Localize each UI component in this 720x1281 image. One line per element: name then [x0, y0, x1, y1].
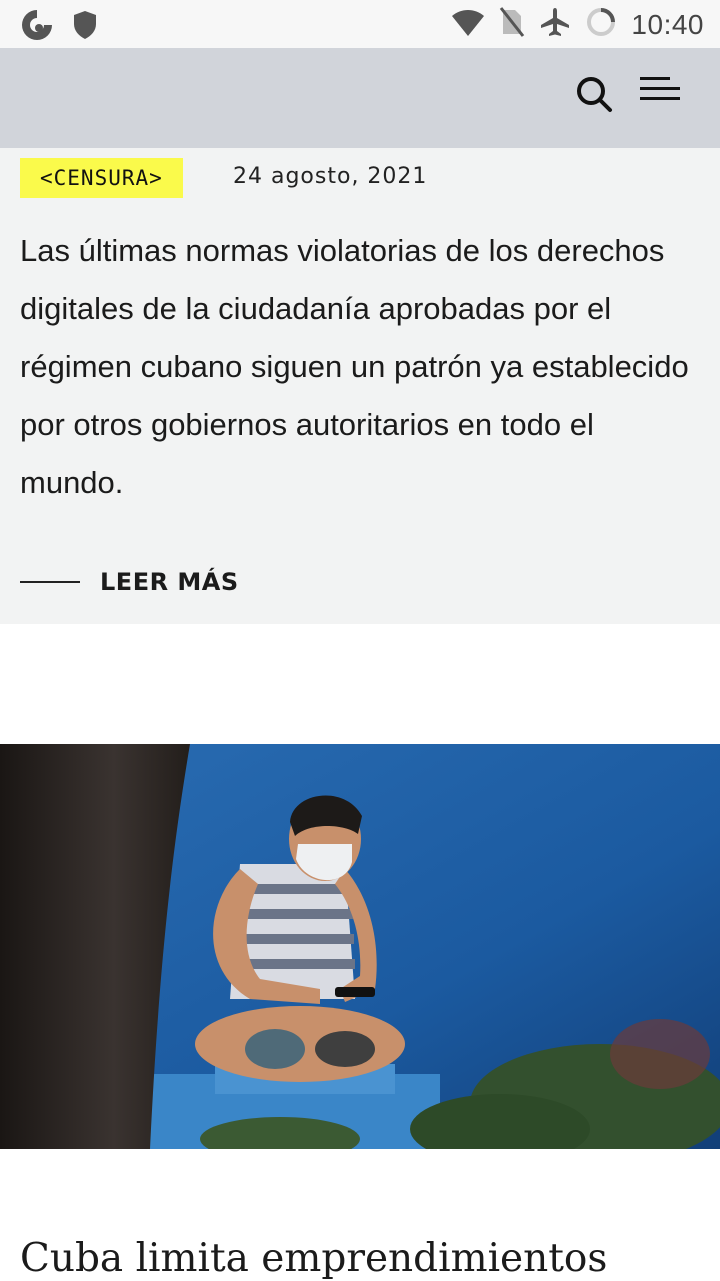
status-bar — [0, 0, 720, 48]
app-logo-icon — [20, 8, 54, 47]
read-more-line — [20, 581, 80, 583]
shield-icon — [72, 10, 98, 45]
read-more-link[interactable] — [20, 560, 239, 604]
article-excerpt: Las últimas normas violatorias de los derechos digitales de la ciudadanía aprobadas por el régimen cubano siguen un patrón ya establecido por otros gobiernos autoritarios en todo el mundo. — [20, 233, 689, 500]
airplane-icon — [539, 6, 571, 43]
no-sim-icon — [499, 6, 525, 43]
category-tag[interactable]: <CENSURA> — [20, 158, 183, 198]
next-article-headline[interactable]: Cuba limita emprendimientos — [20, 1236, 608, 1281]
read-more-label: LEER MÁS — [100, 568, 239, 596]
wifi-icon — [451, 7, 485, 42]
search-icon — [574, 74, 614, 114]
photo-man-with-phone — [0, 744, 720, 1149]
menu-icon — [638, 72, 684, 112]
article-card — [0, 148, 720, 624]
search-button[interactable] — [574, 74, 614, 114]
battery-ring-icon — [585, 6, 617, 43]
menu-button[interactable] — [638, 72, 684, 112]
article-date: 24 agosto, 2021 — [233, 164, 428, 189]
status-time: 10:40 — [631, 8, 704, 40]
article-photo[interactable] — [0, 744, 720, 1149]
app-header — [0, 48, 720, 148]
